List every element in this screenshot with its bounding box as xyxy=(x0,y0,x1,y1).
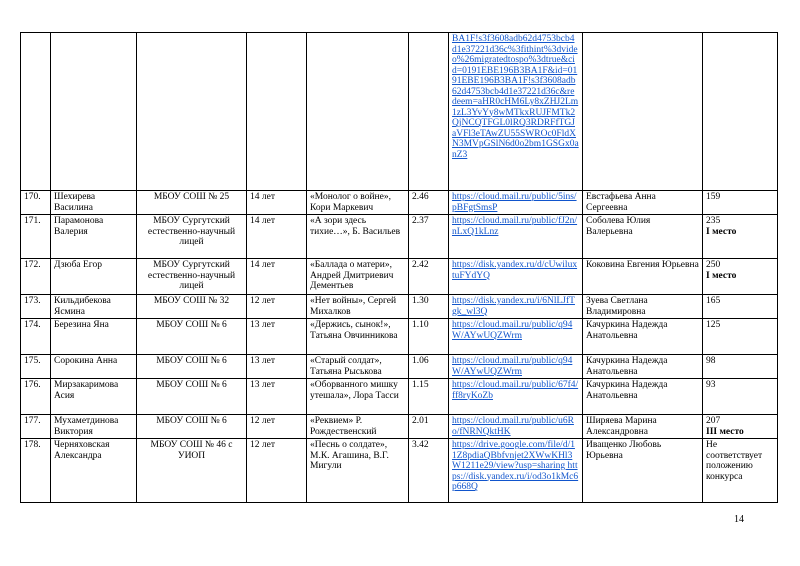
cell-name: Шехирева Василина xyxy=(51,191,137,215)
table-row xyxy=(21,191,778,215)
cell-duration: 1.10 xyxy=(409,319,449,355)
cell-link[interactable]: https://cloud.mail.ru/public/q94W/AYwUQZWrm xyxy=(449,355,583,379)
cell-teacher: Качуркина Надежда Анатольевна xyxy=(583,379,703,415)
cell-link[interactable]: https://drive.google.com/file/d/11Z8pdiaQBbfvnjet2XWwKHl3W1211e29/view?usp=sharing https://disk.yandex.ru/i/od3o1kMc6p668Q xyxy=(449,439,583,503)
cell-score xyxy=(703,319,778,355)
page-number: 14 xyxy=(734,514,744,525)
cell-school: МБОУ СОШ № 6 xyxy=(137,355,247,379)
cell-duration: 2.42 xyxy=(409,259,449,295)
cell-age: 12 лет xyxy=(247,439,307,503)
table-row xyxy=(21,355,778,379)
cell-teacher: Евстафьева Анна Сергеевна xyxy=(583,191,703,215)
cell-score xyxy=(703,215,778,259)
cell-name: Мухаметдинова Виктория xyxy=(51,415,137,439)
cell-teacher: Качуркина Надежда Анатольевна xyxy=(583,355,703,379)
cell-duration: 2.37 xyxy=(409,215,449,259)
cell-name: Мирзакаримова Асия xyxy=(51,379,137,415)
table-row xyxy=(21,439,778,503)
cell-school: МБОУ СОШ № 6 xyxy=(137,319,247,355)
cell-age: 14 лет xyxy=(247,215,307,259)
cell-work: «Песнь о солдате», М.К. Агашина, В.Г. Мигули xyxy=(307,439,409,503)
cell-duration xyxy=(409,33,449,191)
cell-num: 173. xyxy=(21,295,51,319)
cell-link[interactable]: https://disk.yandex.ru/i/6NlLJfTgk_wl3Q xyxy=(449,295,583,319)
table-row xyxy=(21,215,778,259)
cell-name: Кильдибекова Ясмина xyxy=(51,295,137,319)
cell-school xyxy=(137,33,247,191)
cell-age: 12 лет xyxy=(247,415,307,439)
place-badge: I место xyxy=(706,226,737,237)
cell-name: Дзюба Егор xyxy=(51,259,137,295)
cell-score xyxy=(703,379,778,415)
score-value: 235 xyxy=(706,216,721,226)
cell-link[interactable]: https://disk.yandex.ru/d/cUwiluxtuFYdYQ xyxy=(449,259,583,295)
cell-score xyxy=(703,259,778,295)
cell-duration: 2.01 xyxy=(409,415,449,439)
cell-num xyxy=(21,33,51,191)
cell-num: 171. xyxy=(21,215,51,259)
results-table xyxy=(20,32,778,503)
cell-num: 175. xyxy=(21,355,51,379)
cell-teacher: Зуева Светлана Владимировна xyxy=(583,295,703,319)
cell-work: «Баллада о матери», Андрей Дмитриевич Дементьев xyxy=(307,259,409,295)
cell-school: МБОУ СОШ № 46 с УИОП xyxy=(137,439,247,503)
cell-age: 13 лет xyxy=(247,355,307,379)
cell-link[interactable]: https://cloud.mail.ru/public/fJ2n/nLxQ1kLnz xyxy=(449,215,583,259)
score-value: 159 xyxy=(706,192,721,202)
table-row xyxy=(21,379,778,415)
cell-num: 178. xyxy=(21,439,51,503)
cell-num: 177. xyxy=(21,415,51,439)
cell-name: Черняховская Александра xyxy=(51,439,137,503)
cell-score xyxy=(703,33,778,191)
cell-duration: 2.46 xyxy=(409,191,449,215)
cell-age xyxy=(247,33,307,191)
cell-score xyxy=(703,355,778,379)
cell-link[interactable]: https://cloud.mail.ru/public/67f4/ff8ryKoZb xyxy=(449,379,583,415)
cell-teacher: Коковина Евгения Юрьевна xyxy=(583,259,703,295)
cell-school: МБОУ Сургутский естественно-научный лицей xyxy=(137,215,247,259)
cell-work: «Монолог о войне», Кори Маркевич xyxy=(307,191,409,215)
cell-school: МБОУ СОШ № 32 xyxy=(137,295,247,319)
cell-school: МБОУ Сургутский естественно-научный лицей xyxy=(137,259,247,295)
cell-duration: 3.42 xyxy=(409,439,449,503)
cell-duration: 1.15 xyxy=(409,379,449,415)
cell-teacher: Ширяева Марина Александровна xyxy=(583,415,703,439)
cell-age: 13 лет xyxy=(247,379,307,415)
cell-num: 172. xyxy=(21,259,51,295)
cell-teacher: Иващенко Любовь Юрьевна xyxy=(583,439,703,503)
cell-school: МБОУ СОШ № 6 xyxy=(137,415,247,439)
cell-teacher: Соболева Юлия Валерьевна xyxy=(583,215,703,259)
cell-work: «Старый солдат», Татьяна Рыськова xyxy=(307,355,409,379)
cell-name xyxy=(51,33,137,191)
table-row-continued xyxy=(21,33,778,191)
cell-score xyxy=(703,295,778,319)
cell-school: МБОУ СОШ № 25 xyxy=(137,191,247,215)
score-value: 250 xyxy=(706,260,721,270)
place-badge: III место xyxy=(706,426,744,437)
cell-num: 176. xyxy=(21,379,51,415)
cell-age: 14 лет xyxy=(247,259,307,295)
cell-duration: 1.30 xyxy=(409,295,449,319)
score-value: 165 xyxy=(706,296,721,306)
cell-link[interactable]: https://cloud.mail.ru/public/q94W/AYwUQZWrm xyxy=(449,319,583,355)
score-value: 125 xyxy=(706,320,721,330)
cell-work: «А зори здесь тихие…», Б. Васильев xyxy=(307,215,409,259)
cell-link[interactable]: https://cloud.mail.ru/public/5ins/pBFgtSmsP xyxy=(449,191,583,215)
score-value: 207 xyxy=(706,416,721,426)
cell-work: «Держись, сынок!», Татьяна Овчинникова xyxy=(307,319,409,355)
cell-work: «Оборванного мишку утешала», Лора Тасси xyxy=(307,379,409,415)
score-value: 98 xyxy=(706,356,716,366)
cell-link[interactable]: BA1F!s3f3608adb62d4753bcb4d1e37221d36c%3fithint%3dvideo%26migratedtospo%3dtrue&cid=0191EBE196B3BA1F&id=0191EBE196B3BA1F!s3f3608adb62d4753bcb4d1e37221d36c&redeem=aHR0cHM6Ly8xZHJ2Lm1zL3YvYy8wMTkxRUJFMTk2QjNCQTFGL0lRQ3RDRFfTGJaVFl3eTAwZU55SWROc0FldXN3MVpGSlN6d0o2bm1GSGx0anZ3 xyxy=(449,33,583,191)
table-row xyxy=(21,259,778,295)
cell-score xyxy=(703,415,778,439)
cell-work xyxy=(307,33,409,191)
table-row xyxy=(21,295,778,319)
cell-num: 170. xyxy=(21,191,51,215)
cell-age: 12 лет xyxy=(247,295,307,319)
cell-school: МБОУ СОШ № 6 xyxy=(137,379,247,415)
cell-teacher: Качуркина Надежда Анатольевна xyxy=(583,319,703,355)
cell-name: Березина Яна xyxy=(51,319,137,355)
cell-age: 13 лет xyxy=(247,319,307,355)
cell-teacher xyxy=(583,33,703,191)
cell-work: «Реквием» Р. Рождественский xyxy=(307,415,409,439)
table-row xyxy=(21,415,778,439)
score-value: Не соответствует положению конкурса xyxy=(706,440,763,482)
place-badge: I место xyxy=(706,270,737,281)
cell-score xyxy=(703,439,778,503)
cell-score xyxy=(703,191,778,215)
cell-link[interactable]: https://cloud.mail.ru/public/u6Ro/fNRNQktHK xyxy=(449,415,583,439)
cell-age: 14 лет xyxy=(247,191,307,215)
cell-num: 174. xyxy=(21,319,51,355)
cell-duration: 1.06 xyxy=(409,355,449,379)
score-value: 93 xyxy=(706,380,716,390)
cell-name: Парамонова Валерия xyxy=(51,215,137,259)
table-row xyxy=(21,319,778,355)
cell-name: Сорокина Анна xyxy=(51,355,137,379)
cell-work: «Нет войны», Сергей Михалков xyxy=(307,295,409,319)
